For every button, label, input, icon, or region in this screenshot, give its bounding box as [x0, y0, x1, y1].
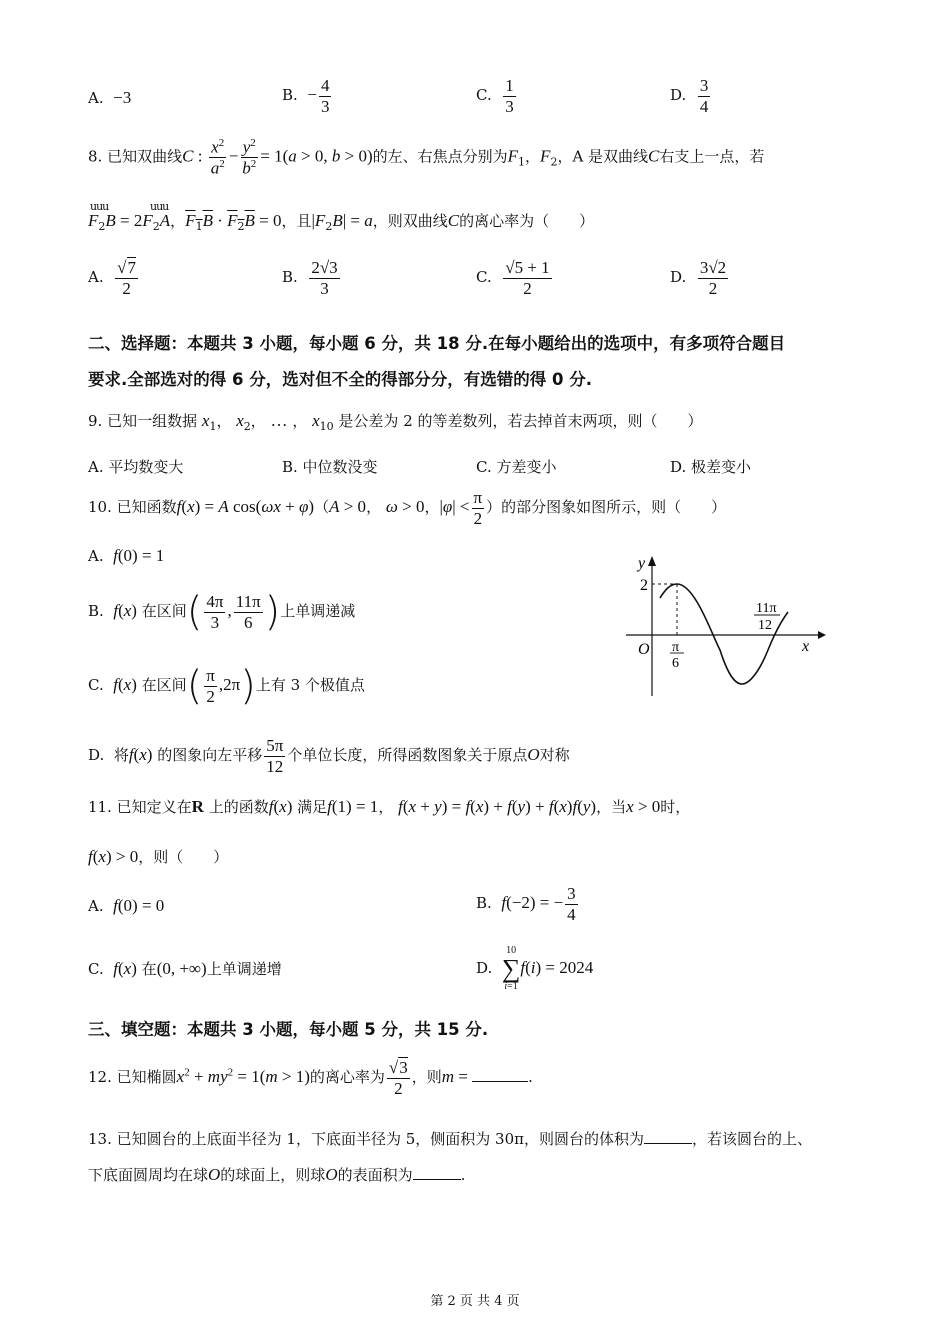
q11-option-b: B. f(−2) = − $\frac{3}{4}$ — [476, 884, 576, 924]
x2-label-num: 11π — [756, 601, 777, 616]
q13-area-blank[interactable] — [413, 1179, 461, 1180]
y-axis-arrow-icon — [648, 556, 656, 566]
q12-answer-blank[interactable] — [472, 1081, 528, 1082]
q10-stem: 10. 已知函数f(x) = A cos(ωx + φ)（A > 0， ω > 0，|φ| < $\frac{\pi}{2}$ ）的部分图象如图所示，则（ ） — [88, 488, 727, 528]
q9-option-c: C. 方差变小 — [476, 458, 557, 476]
x-axis-label: x — [802, 638, 810, 655]
q11-option-d: D. 10 ∑ i=1 f(i) = 2024 — [476, 945, 594, 992]
q9-option-b: B. 中位数没变 — [282, 458, 378, 476]
q11-option-a: A. f(0) = 0 — [88, 896, 165, 915]
q7-option-a: A. −3 — [88, 88, 132, 107]
q10-option-a: A. f(0) = 1 — [88, 546, 165, 565]
q7-option-b: B. − $\frac{4}{3}$ — [282, 76, 330, 116]
q11-line2: f(x) > 0，则（ ） — [88, 847, 229, 866]
section2-line1: 二、选择题：本题共 3 小题，每小题 6 分，共 18 分.在每小题给出的选项中，有多项符合题目 — [88, 334, 786, 353]
q9-option-d: D. 极差变小 — [670, 458, 752, 476]
q10-option-d: D. 将f(x) 的图象向左平移 $\frac{5\pi}{12}$ 个单位长度，所得函数图象关于原点O对称 — [88, 736, 570, 776]
origin-label: O — [638, 641, 650, 658]
q13-volume-blank[interactable] — [644, 1143, 692, 1144]
q10-graph — [620, 550, 830, 700]
q10-option-c: C. f(x) 在区间( $\frac{\pi}{2}$ ,2π)上有 3 个极值点 — [88, 663, 365, 710]
q8-arrow-mark-1: uuu — [90, 200, 109, 213]
y-axis-label: y — [638, 555, 646, 572]
q11-line1: 11. 已知定义在R 上的函数f(x) 满足f(1) = 1， f(x + y) = f(x) + f(y) + f(x)f(y)，当x > 0时， — [88, 797, 691, 816]
q7-option-d: D. $\frac{3}{4}$ — [670, 76, 709, 116]
q9-stem: 9. 已知一组数据 $x_1$， $x_2$， … ， $x_{10}$ 是公差为 2 的等差数列，若去掉首末两项，则（ ） — [88, 411, 703, 433]
q13-line2: 下底面圆周均在球O的球面上，则球O的表面积为 . — [88, 1165, 466, 1184]
q11-option-c: C. f(x) 在(0, +∞)上单调递增 — [88, 959, 282, 978]
q8-arrow-mark-2: uuu — [150, 200, 169, 213]
q8-option-c: C. $\frac{√5 + 1}{2}$ — [476, 258, 550, 298]
page-footer: 第 2 页 共 4 页 — [430, 1294, 520, 1309]
q10-option-b: B. f(x) 在区间( $\frac{4\pi}{3}$ , $\frac{11\pi}{6}$ )上单调递减 — [88, 589, 356, 636]
q7-option-c: C. $\frac{1}{3}$ — [476, 76, 514, 116]
q8-line2: $F_2B = 2F_2A$，$F_1B \cdot F_2B = 0$，且$|F_2B| = a$，则双曲线C的离心率为（ ） — [88, 211, 595, 233]
cosine-curve — [660, 584, 788, 684]
section3-header: 三、填空题：本题共 3 小题，每小题 5 分，共 15 分. — [88, 1020, 489, 1039]
q13-line1: 13. 已知圆台的上底面半径为 1，下底面半径为 5，侧面积为 30π，则圆台的体积为 ，若该圆台的上、 — [88, 1130, 812, 1148]
x1-label-den: 6 — [672, 656, 679, 671]
q9-option-a: A. 平均数变大 — [88, 458, 184, 476]
y-max-label: 2 — [640, 577, 648, 594]
x2-label-den: 12 — [758, 618, 772, 633]
q8-line1: 8. 已知双曲线C : $\frac{x^2}{a^2}$ − $\frac{y^2}{b^2}$ = 1(a > 0, b > 0)的左、右焦点分别为$F_1$，$F_2$，A 是双曲线C右支上一点，若 — [88, 137, 765, 178]
x1-label-num: π — [672, 640, 680, 655]
q8-option-a: A. $\frac{√7}{2}$ — [88, 258, 136, 298]
q8-option-d: D. $\frac{3√2}{2}$ — [670, 258, 727, 298]
x-axis-arrow-icon — [818, 631, 826, 639]
q12-stem: 12. 已知椭圆$x^2 + my^2 = 1(m > 1)$的离心率为 $\frac{√3}{2}$ ，则m = . — [88, 1058, 533, 1098]
q8-option-b: B. $\frac{2√3}{3}$ — [282, 258, 338, 298]
section2-line2: 要求.全部选对的得 6 分，选对但不全的得部分分，有选错的得 0 分. — [88, 370, 592, 389]
